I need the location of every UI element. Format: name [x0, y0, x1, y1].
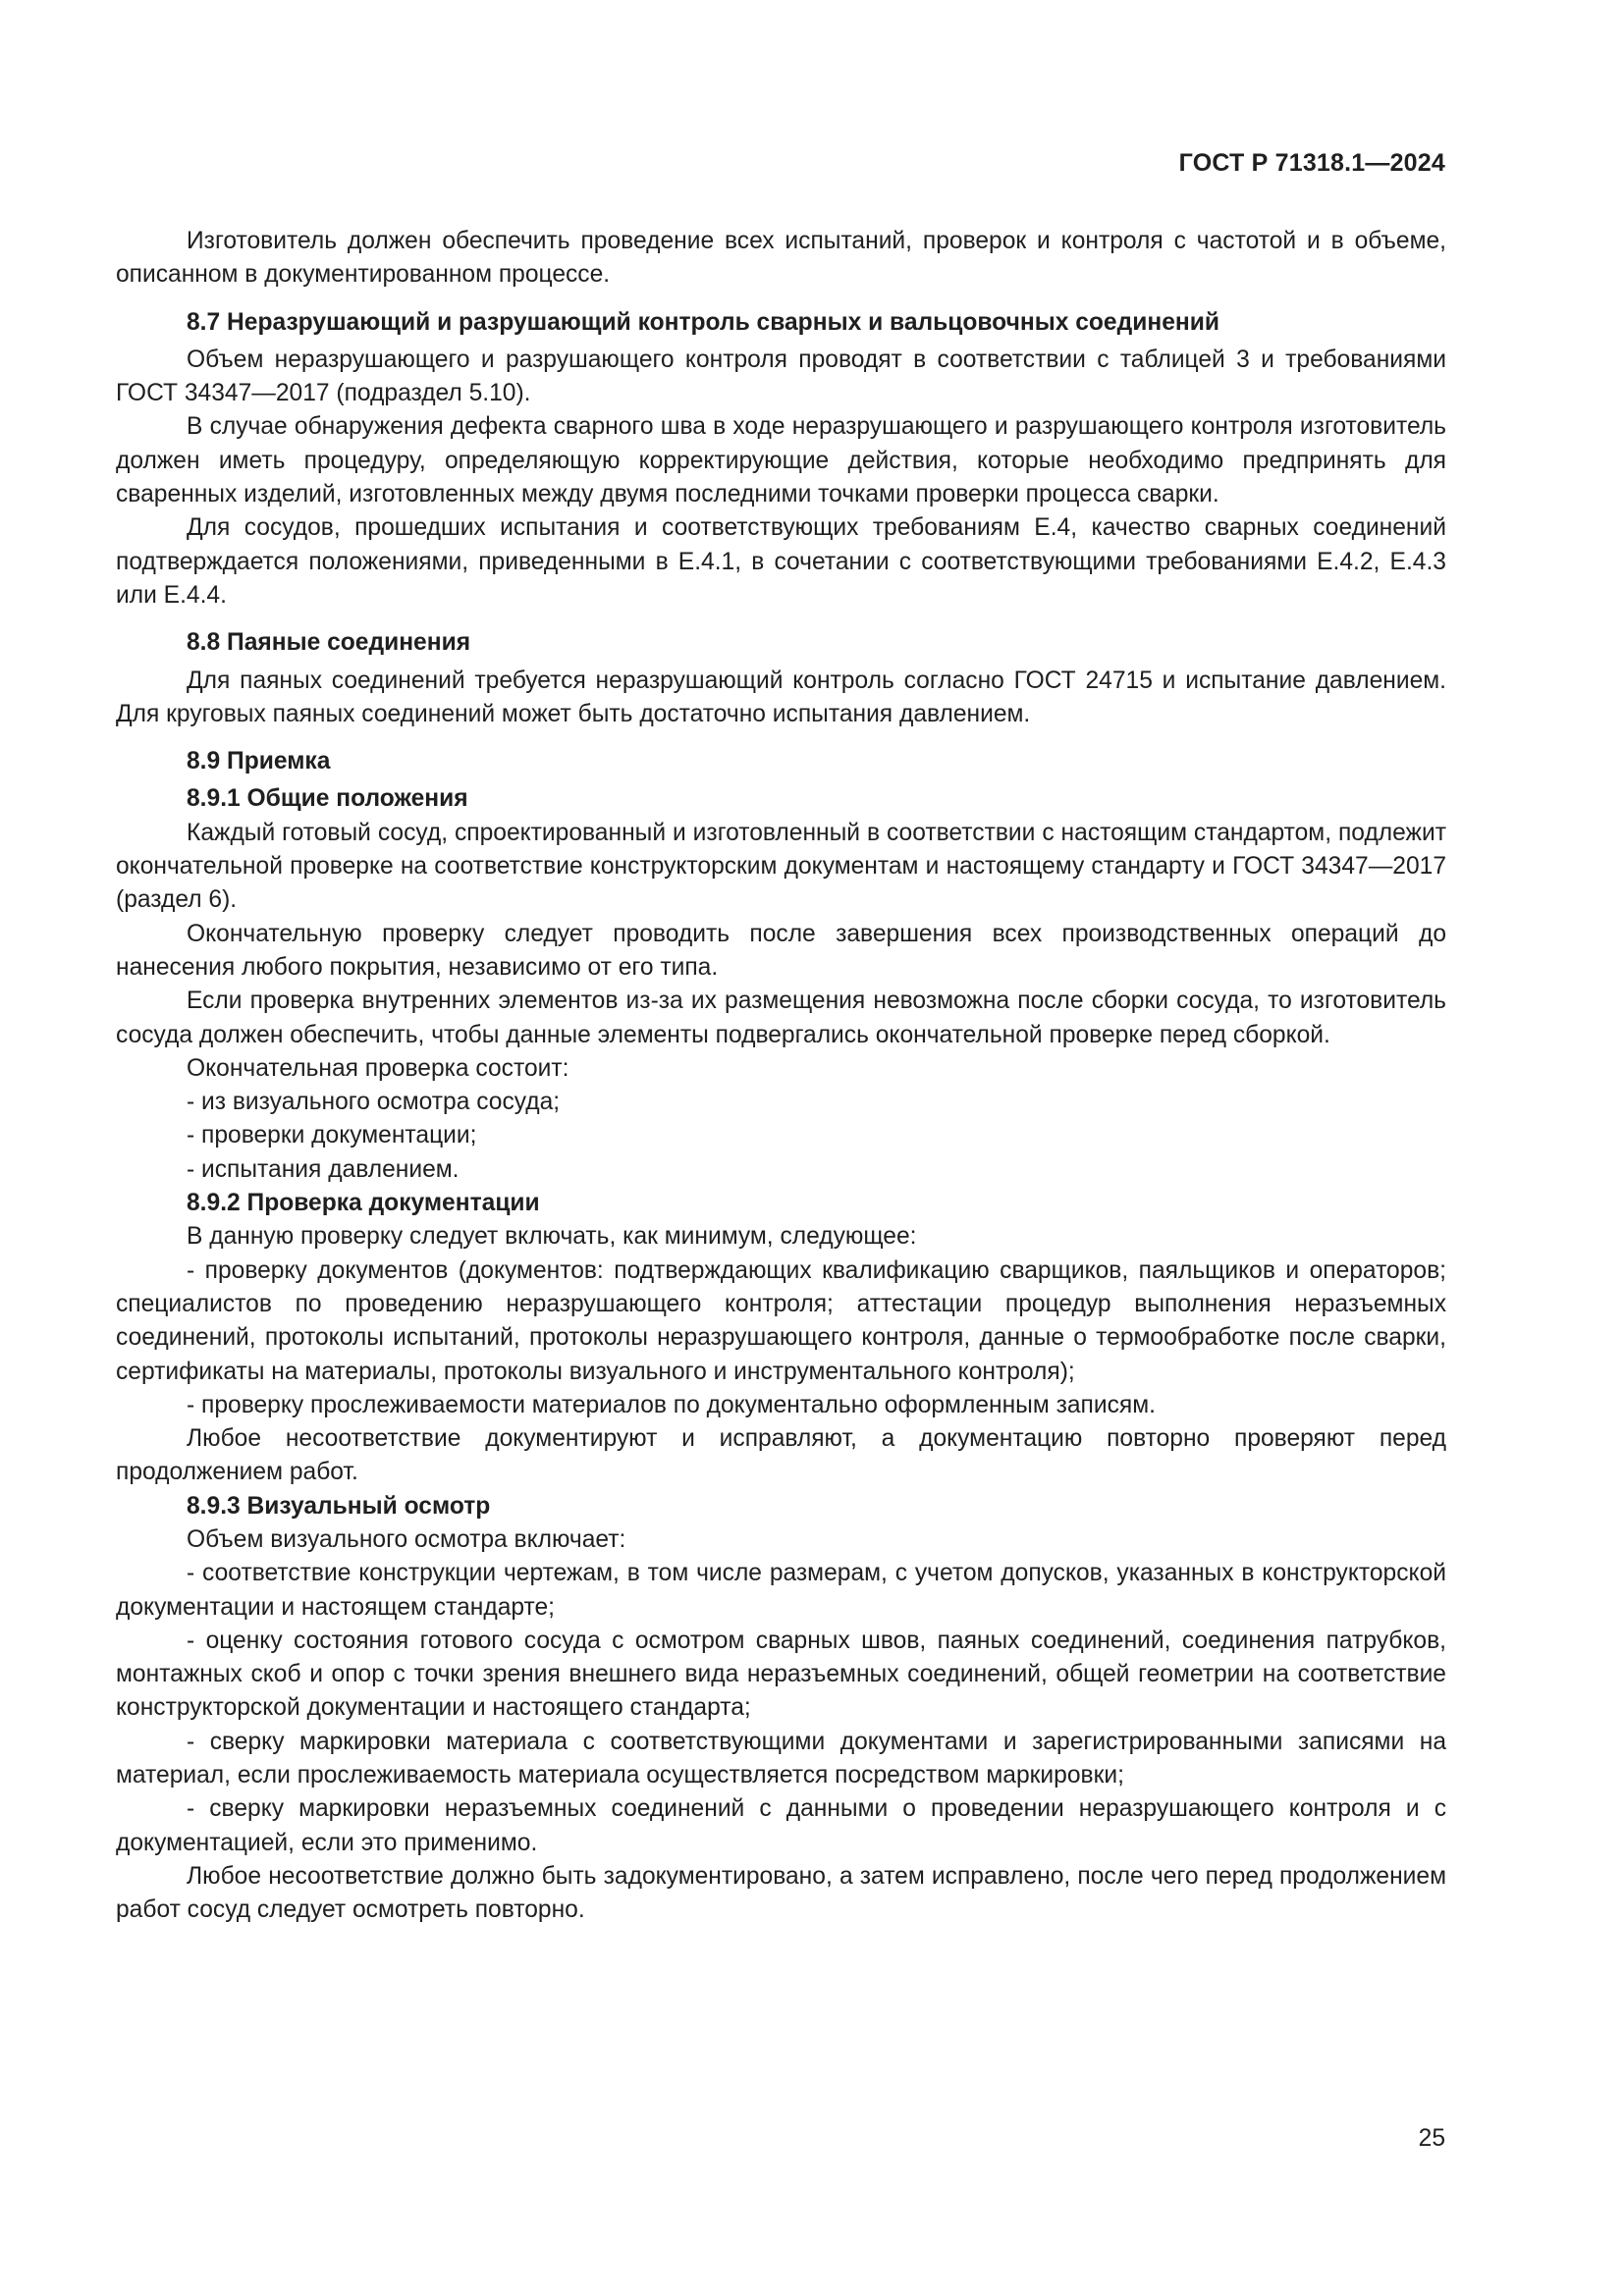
- paragraph: В данную проверку следует включать, как минимум, следующее:: [187, 1223, 917, 1251]
- list-item: - проверку прослеживаемости материалов по документально оформленным записям.: [187, 1391, 1156, 1418]
- list-item: - сверку маркировки неразъемных соединений с данными о проведении неразрушающего контроля и с документацией, если это применимо.: [116, 1795, 1446, 1856]
- list-item: - соответствие конструкции чертежам, в том числе размерам, с учетом допусков, указанных в конструкторской документации и настоящем стандарте;: [116, 1560, 1446, 1621]
- subsection-heading-8-9-1: 8.9.1 Общие положения: [187, 785, 468, 813]
- document-designation: ГОСТ Р 71318.1—2024: [1178, 149, 1445, 177]
- paragraph-intro: Изготовитель должен обеспечить проведение всех испытаний, проверок и контроля с частотой и в объеме, описанном в документированном процессе.: [116, 228, 1446, 289]
- list-item: - проверку документов (документов: подтверждающих квалификацию сварщиков, паяльщиков и операторов; специалистов по проведению неразрушающего контроля; аттестации процедур выполнения неразъемных соединений, протоколы испытаний, протоколы неразрушающего контроля, данные о термообработке после сварки, сертификаты на материалы, протоколы визуального и инструментального контроля);: [116, 1256, 1446, 1385]
- list-item: - оценку состояния готового сосуда с осмотром сварных швов, паяных соединений, соединения патрубков, монтажных скоб и опор с точки зрения внешнего вида неразъемных соединений, общей геометрии на соответствие конструкторской документации и настоящего стандарта;: [116, 1627, 1446, 1722]
- list-item: - проверки документации;: [187, 1122, 477, 1149]
- paragraph: Каждый готовый сосуд, спроектированный и изготовленный в соответствии с настоящим стандартом, подлежит окончательной проверке на соответствие конструкторским документам и настоящему стандарту и ГОСТ 34347—2017 (раздел 6).: [116, 819, 1446, 914]
- list-item: - из визуального осмотра сосуда;: [187, 1089, 561, 1116]
- section-heading-8-7: 8.7 Неразрушающий и разрушающий контроль сварных и вальцовочных соединений: [187, 308, 1219, 336]
- paragraph: Окончательная проверка состоит:: [187, 1054, 569, 1082]
- paragraph: В случае обнаружения дефекта сварного шва в ходе неразрушающего и разрушающего контроля изготовитель должен иметь процедуру, определяющую корректирующие действия, которые необходимо предпринять для сваренных изделий, изготовленных между двумя последними точками проверки процесса сварки.: [116, 413, 1446, 508]
- section-heading-8-9: 8.9 Приемка: [187, 748, 331, 775]
- section-heading-8-8: 8.8 Паяные соединения: [187, 629, 471, 657]
- subsection-heading-8-9-2: 8.9.2 Проверка документации: [187, 1190, 540, 1217]
- paragraph: Любое несоответствие документируют и исправляют, а документацию повторно проверяют перед продолжением работ.: [116, 1425, 1446, 1486]
- list-item: - испытания давлением.: [187, 1155, 460, 1183]
- paragraph: Если проверка внутренних элементов из-за их размещения невозможна после сборки сосуда, то изготовитель сосуда должен обеспечить, чтобы данные элементы подвергались окончательной проверке перед сборкой.: [116, 988, 1446, 1048]
- paragraph: Любое несоответствие должно быть задокументировано, а затем исправлено, после чего перед продолжением работ сосуд следует осмотреть повторно.: [116, 1862, 1446, 1924]
- paragraph: Окончательную проверку следует проводить после завершения всех производственных операций до нанесения любого покрытия, независимо от его типа.: [116, 920, 1446, 981]
- paragraph: Объем неразрушающего и разрушающего контроля проводят в соответствии с таблицей 3 и требованиями ГОСТ 34347—2017 (подраздел 5.10).: [116, 346, 1446, 407]
- paragraph: Для паяных соединений требуется неразрушающий контроль согласно ГОСТ 24715 и испытание давлением. Для круговых паяных соединений может быть достаточно испытания давлением.: [116, 667, 1446, 727]
- paragraph: Для сосудов, прошедших испытания и соответствующих требованиям E.4, качество сварных соединений подтверждается положениями, приведенными в E.4.1, в сочетании с соответствующими требованиями E.4.2, E.4.3 или E.4.4.: [116, 514, 1446, 609]
- page-number: 25: [1418, 2125, 1445, 2152]
- list-item: - сверку маркировки материала с соответствующими документами и зарегистрированными записями на материал, если прослеживаемость материала осуществляется посредством маркировки;: [116, 1728, 1446, 1789]
- document-body: [116, 225, 1446, 1928]
- paragraph: Объем визуального осмотра включает:: [187, 1525, 626, 1553]
- subsection-heading-8-9-3: 8.9.3 Визуальный осмотр: [187, 1492, 491, 1520]
